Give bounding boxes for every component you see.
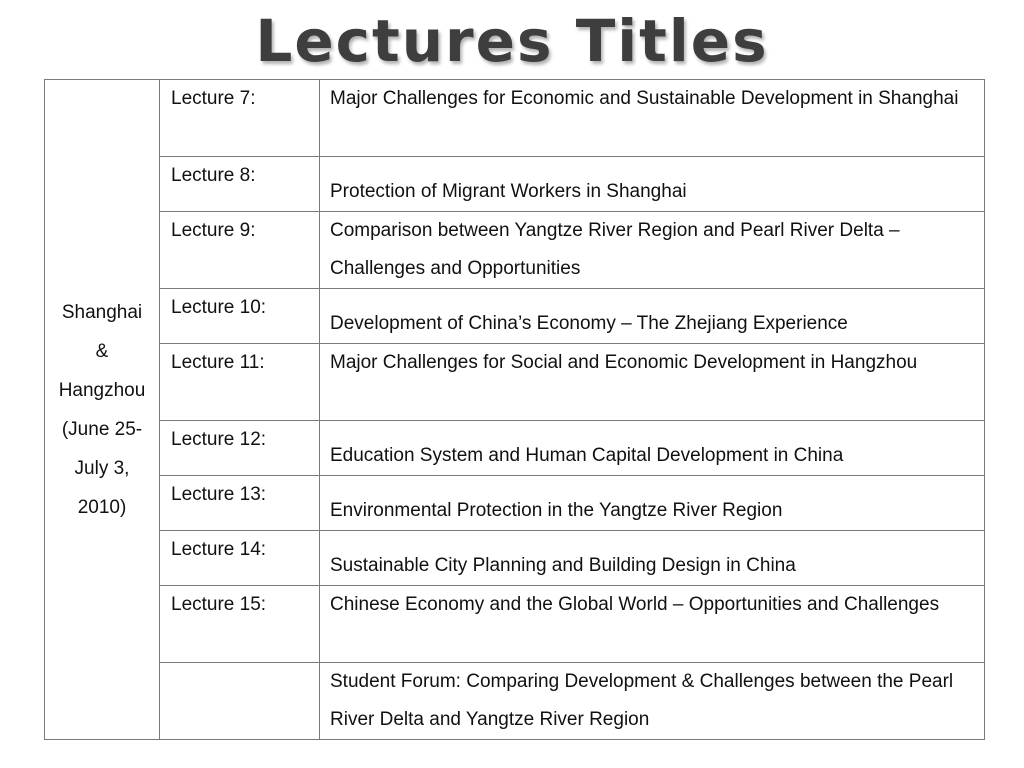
lecture-title (320, 531, 985, 586)
table-row (45, 212, 985, 289)
lecture-title-text: Comparison between Yangtze River Region and Pearl River Delta – Challenges and Opportunities (330, 220, 900, 279)
lecture-number: Lecture 15: (160, 586, 320, 663)
lecture-number: Lecture 11: (160, 344, 320, 421)
lecture-title-text: Major Challenges for Economic and Sustainable Development in Shanghai (330, 88, 959, 109)
lecture-title-text: Environmental Protection in the Yangtze River Region (330, 500, 783, 521)
location-line: 2010) (77, 496, 127, 518)
lecture-number: Lecture 9: (160, 212, 320, 289)
table-row (45, 476, 985, 531)
location-line: & (95, 340, 109, 362)
table-row (45, 531, 985, 586)
lecture-number: Lecture 14: (160, 531, 320, 586)
lecture-number: Lecture 8: (160, 157, 320, 212)
lecture-title-text: Student Forum: Comparing Development & Challenges between the Pearl River Delta and Yangtze River Region (330, 671, 954, 730)
table-row (45, 421, 985, 476)
lecture-number: Lecture 10: (160, 289, 320, 344)
table-row (45, 289, 985, 344)
lecture-title (320, 157, 985, 212)
lecture-title-text: Development of China’s Economy – The Zhejiang Experience (330, 313, 848, 334)
lecture-number (160, 663, 320, 740)
lecture-title-text: Protection of Migrant Workers in Shanghai (330, 181, 687, 202)
location-line: (June 25- (61, 418, 143, 440)
lecture-title (320, 289, 985, 344)
lecture-title (320, 663, 985, 740)
lecture-title (320, 421, 985, 476)
lecture-title-text: Chinese Economy and the Global World – Opportunities and Challenges (330, 594, 940, 615)
table-row (45, 586, 985, 663)
lecture-title-text: Education System and Human Capital Development in China (330, 445, 844, 466)
location-line: July 3, (74, 457, 130, 479)
lecture-title (320, 212, 985, 289)
table-row (45, 80, 985, 157)
lecture-number: Lecture 13: (160, 476, 320, 531)
location-line: Hangzhou (58, 379, 146, 401)
lecture-title (320, 476, 985, 531)
lecture-title-text: Sustainable City Planning and Building Design in China (330, 555, 796, 576)
lectures-table (44, 79, 985, 740)
table-row (45, 157, 985, 212)
lecture-title (320, 80, 985, 157)
lecture-title (320, 586, 985, 663)
lecture-title-text: Major Challenges for Social and Economic Development in Hangzhou (330, 352, 918, 373)
lecture-title (320, 344, 985, 421)
location-cell (45, 80, 160, 740)
table-row (45, 344, 985, 421)
page-title: Lectures Titles (255, 7, 769, 75)
table-row (45, 663, 985, 740)
location-line: Shanghai (61, 301, 143, 323)
lecture-number: Lecture 7: (160, 80, 320, 157)
lecture-number: Lecture 12: (160, 421, 320, 476)
